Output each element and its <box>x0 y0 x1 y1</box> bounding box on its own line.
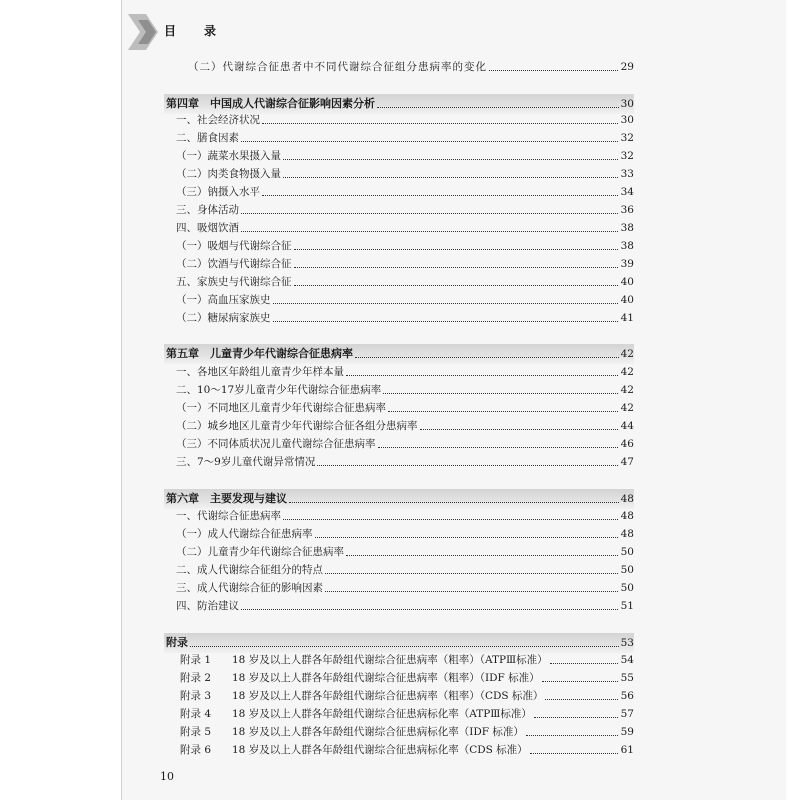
toc-page-number: 29 <box>620 61 634 73</box>
appendix-title: 18 岁及以上人群各年龄组代谢综合征患病率（粗率）（CDS 标准） <box>232 690 544 702</box>
toc-entry-label: 第五章 儿童青少年代谢综合征患病率 <box>166 347 353 360</box>
toc-appendix-entry[interactable] <box>164 724 634 741</box>
toc-page-number: 32 <box>620 132 634 144</box>
toc-page-number: 42 <box>620 402 634 414</box>
dot-leader <box>283 177 618 178</box>
toc-entry-label: （一）不同地区儿童青少年代谢综合征患病率 <box>176 402 386 414</box>
toc-entry[interactable] <box>164 382 634 399</box>
toc-entry-label: 二、10～17岁儿童青少年代谢综合征患病率 <box>176 384 382 396</box>
appendix-title: 18 岁及以上人群各年龄组代谢综合征患病标化率（CDS 标准） <box>232 744 528 756</box>
dot-leader <box>241 213 618 214</box>
toc-page-number: 33 <box>620 168 634 180</box>
toc-entry[interactable] <box>164 59 634 76</box>
toc-entry-label: （一）成人代谢综合征患病率 <box>176 528 313 540</box>
dot-leader <box>383 393 618 394</box>
dot-leader <box>294 285 619 286</box>
dot-leader <box>241 231 618 232</box>
appendix-tag: 附录 3 <box>180 690 212 702</box>
toc-page-number: 30 <box>620 114 634 126</box>
dot-leader <box>346 555 618 556</box>
dot-leader <box>378 447 619 448</box>
dot-leader <box>534 717 618 718</box>
chapter-logo-icon <box>128 12 158 52</box>
toc-entry[interactable] <box>164 598 634 615</box>
dot-leader <box>526 735 618 736</box>
toc-entry[interactable] <box>164 580 634 597</box>
dot-leader <box>550 663 618 664</box>
dot-leader <box>388 411 618 412</box>
toc-page-number: 55 <box>620 672 634 684</box>
toc-page-number: 40 <box>620 276 634 288</box>
appendix-title: 18 岁及以上人群各年龄组代谢综合征患病率（粗率）（IDF 标准） <box>232 672 540 684</box>
toc-entry[interactable] <box>164 436 634 453</box>
toc-entry[interactable] <box>164 418 634 435</box>
dot-leader <box>283 519 618 520</box>
toc-entry-label <box>164 706 532 723</box>
page-number: 10 <box>160 770 174 783</box>
toc-entry-label: 三、成人代谢综合征的影响因素 <box>176 582 323 594</box>
toc-appendix-entry[interactable] <box>164 688 634 705</box>
page-gutter <box>121 0 122 800</box>
toc-entry-label: 第四章 中国成人代谢综合征影响因素分析 <box>166 97 375 110</box>
dot-leader <box>325 591 618 592</box>
toc-entry-label: 附录 <box>166 636 188 649</box>
toc-entry[interactable] <box>164 112 634 129</box>
toc-page-number: 34 <box>620 186 634 198</box>
toc-entry-label: 四、防治建议 <box>176 600 239 612</box>
toc-entry[interactable] <box>164 202 634 219</box>
toc-entry-label: 二、成人代谢综合征组分的特点 <box>176 564 323 576</box>
toc-entry[interactable] <box>164 364 634 381</box>
toc-page-number: 48 <box>620 493 634 505</box>
dot-leader <box>489 70 618 71</box>
toc-entry[interactable] <box>164 400 634 417</box>
toc-entry[interactable] <box>164 292 634 309</box>
appendix-tag: 附录 5 <box>180 726 212 738</box>
toc-chapter-entry[interactable] <box>164 94 634 114</box>
toc-entry-label: （一）吸烟与代谢综合征 <box>176 240 292 252</box>
toc-page-number: 38 <box>620 240 634 252</box>
toc-chapter-entry[interactable] <box>164 344 634 364</box>
toc-entry-label: 二、膳食因素 <box>176 132 239 144</box>
toc-entry[interactable] <box>164 454 634 471</box>
toc-appendix-entry[interactable] <box>164 706 634 723</box>
toc-entry-label <box>164 742 528 759</box>
toc-entry-label: （一）高血压家族史 <box>176 294 271 306</box>
toc-page-number: 38 <box>620 222 634 234</box>
toc-page-number: 42 <box>620 384 634 396</box>
toc-entry-label: （二）儿童青少年代谢综合征患病率 <box>176 546 344 558</box>
toc-entry[interactable] <box>164 166 634 183</box>
dot-leader <box>294 267 619 268</box>
toc-chapter-entry[interactable] <box>164 489 634 509</box>
toc-entry-label: （三）不同体质状况儿童代谢综合征患病率 <box>176 438 376 450</box>
toc-entry-label: （二）肉类食物摄入量 <box>176 168 281 180</box>
dot-leader <box>346 375 618 376</box>
appendix-tag: 附录 1 <box>180 654 212 666</box>
toc-entry-label: 一、社会经济状况 <box>176 114 260 126</box>
dot-leader <box>262 123 618 124</box>
toc-page-number: 39 <box>620 258 634 270</box>
toc-entry-label: （二）糖尿病家族史 <box>176 312 271 324</box>
toc-appendix-entry[interactable] <box>164 652 634 669</box>
toc-entry[interactable] <box>164 148 634 165</box>
dot-leader <box>317 465 618 466</box>
toc-page-number: 51 <box>620 600 634 612</box>
appendix-tag: 附录 4 <box>180 708 212 720</box>
toc-page-number: 56 <box>620 690 634 702</box>
dot-leader <box>377 107 619 108</box>
toc-page-number: 50 <box>620 582 634 594</box>
toc-entry[interactable] <box>164 238 634 255</box>
toc-entry[interactable] <box>164 544 634 561</box>
toc-entry[interactable] <box>164 508 634 525</box>
toc-entry[interactable] <box>164 184 634 201</box>
appendix-title: 18 岁及以上人群各年龄组代谢综合征患病标化率（IDF 标准） <box>232 726 524 738</box>
toc-entry[interactable] <box>164 526 634 543</box>
dot-leader <box>190 646 619 647</box>
dot-leader <box>420 429 619 430</box>
dot-leader <box>273 303 619 304</box>
dot-leader <box>545 699 618 700</box>
dot-leader <box>355 357 619 358</box>
dot-leader <box>273 321 619 322</box>
appendix-title: 18 岁及以上人群各年龄组代谢综合征患病率（粗率）（ATPⅢ标准） <box>232 654 548 666</box>
toc-entry[interactable] <box>164 256 634 273</box>
toc-appendix-entry[interactable] <box>164 742 634 759</box>
dot-leader <box>241 609 618 610</box>
toc-entry-label: （一）蔬菜水果摄入量 <box>176 150 281 162</box>
dot-leader <box>325 573 618 574</box>
toc-entry-label: （三）钠摄入水平 <box>176 186 260 198</box>
toc-entry-label: 三、7～9岁儿童代谢异常情况 <box>176 456 316 468</box>
toc-page-number: 54 <box>620 654 634 666</box>
toc-page-number: 50 <box>620 546 634 558</box>
toc-chapter-entry[interactable] <box>164 633 634 653</box>
toc-page-number: 53 <box>620 637 634 649</box>
toc-page-number: 42 <box>620 348 634 360</box>
dot-leader <box>241 141 618 142</box>
toc-entry-label: 第六章 主要发现与建议 <box>166 492 287 505</box>
toc-page-number: 48 <box>620 528 634 540</box>
toc-entry-label <box>164 724 524 741</box>
toc-entry-label: 一、代谢综合征患病率 <box>176 510 281 522</box>
dot-leader <box>294 249 619 250</box>
toc-page-number: 40 <box>620 294 634 306</box>
toc-entry-label: （二）饮酒与代谢综合征 <box>176 258 292 270</box>
toc-entry-label <box>164 688 543 705</box>
toc-page-number: 32 <box>620 150 634 162</box>
toc-page-number: 50 <box>620 564 634 576</box>
toc-entry[interactable] <box>164 130 634 147</box>
toc-page-number: 61 <box>620 744 634 756</box>
appendix-title: 18 岁及以上人群各年龄组代谢综合征患病标化率（ATPⅢ标准） <box>232 708 532 720</box>
toc-entry-label: 五、家族史与代谢综合征 <box>176 276 292 288</box>
dot-leader <box>283 159 618 160</box>
toc-entry-label: （二）城乡地区儿童青少年代谢综合征各组分患病率 <box>176 420 418 432</box>
appendix-tag: 附录 2 <box>180 672 212 684</box>
toc-entry-label <box>164 670 540 687</box>
toc-page-number: 42 <box>620 366 634 378</box>
toc-entry-label: 三、身体活动 <box>176 204 239 216</box>
toc-entry[interactable] <box>164 274 634 291</box>
dot-leader <box>262 195 618 196</box>
toc-entry[interactable] <box>164 220 634 237</box>
appendix-tag: 附录 6 <box>180 744 212 756</box>
toc-entry-label: 四、吸烟饮酒 <box>176 222 239 234</box>
toc-page-number: 41 <box>620 312 634 324</box>
toc-entry-label: （二）代谢综合征患者中不同代谢综合征组分患病率的变化 <box>188 61 487 73</box>
toc-entry-label: 一、各地区年龄组儿童青少年样本量 <box>176 366 344 378</box>
dot-leader <box>530 753 618 754</box>
toc-page-number: 46 <box>620 438 634 450</box>
dot-leader <box>315 537 619 538</box>
toc-page-number: 57 <box>620 708 634 720</box>
toc-appendix-entry[interactable] <box>164 670 634 687</box>
toc-entry-label <box>164 652 548 669</box>
dot-leader <box>289 502 619 503</box>
dot-leader <box>542 681 618 682</box>
toc-page-number: 47 <box>620 456 634 468</box>
toc-page-number: 44 <box>620 420 634 432</box>
toc-entry[interactable] <box>164 562 634 579</box>
toc-page-number: 36 <box>620 204 634 216</box>
toc-page-number: 59 <box>620 726 634 738</box>
toc-entry[interactable] <box>164 310 634 327</box>
toc-page-number: 48 <box>620 510 634 522</box>
toc-page-number: 30 <box>620 98 634 110</box>
toc-title: 目 录 <box>164 24 225 38</box>
